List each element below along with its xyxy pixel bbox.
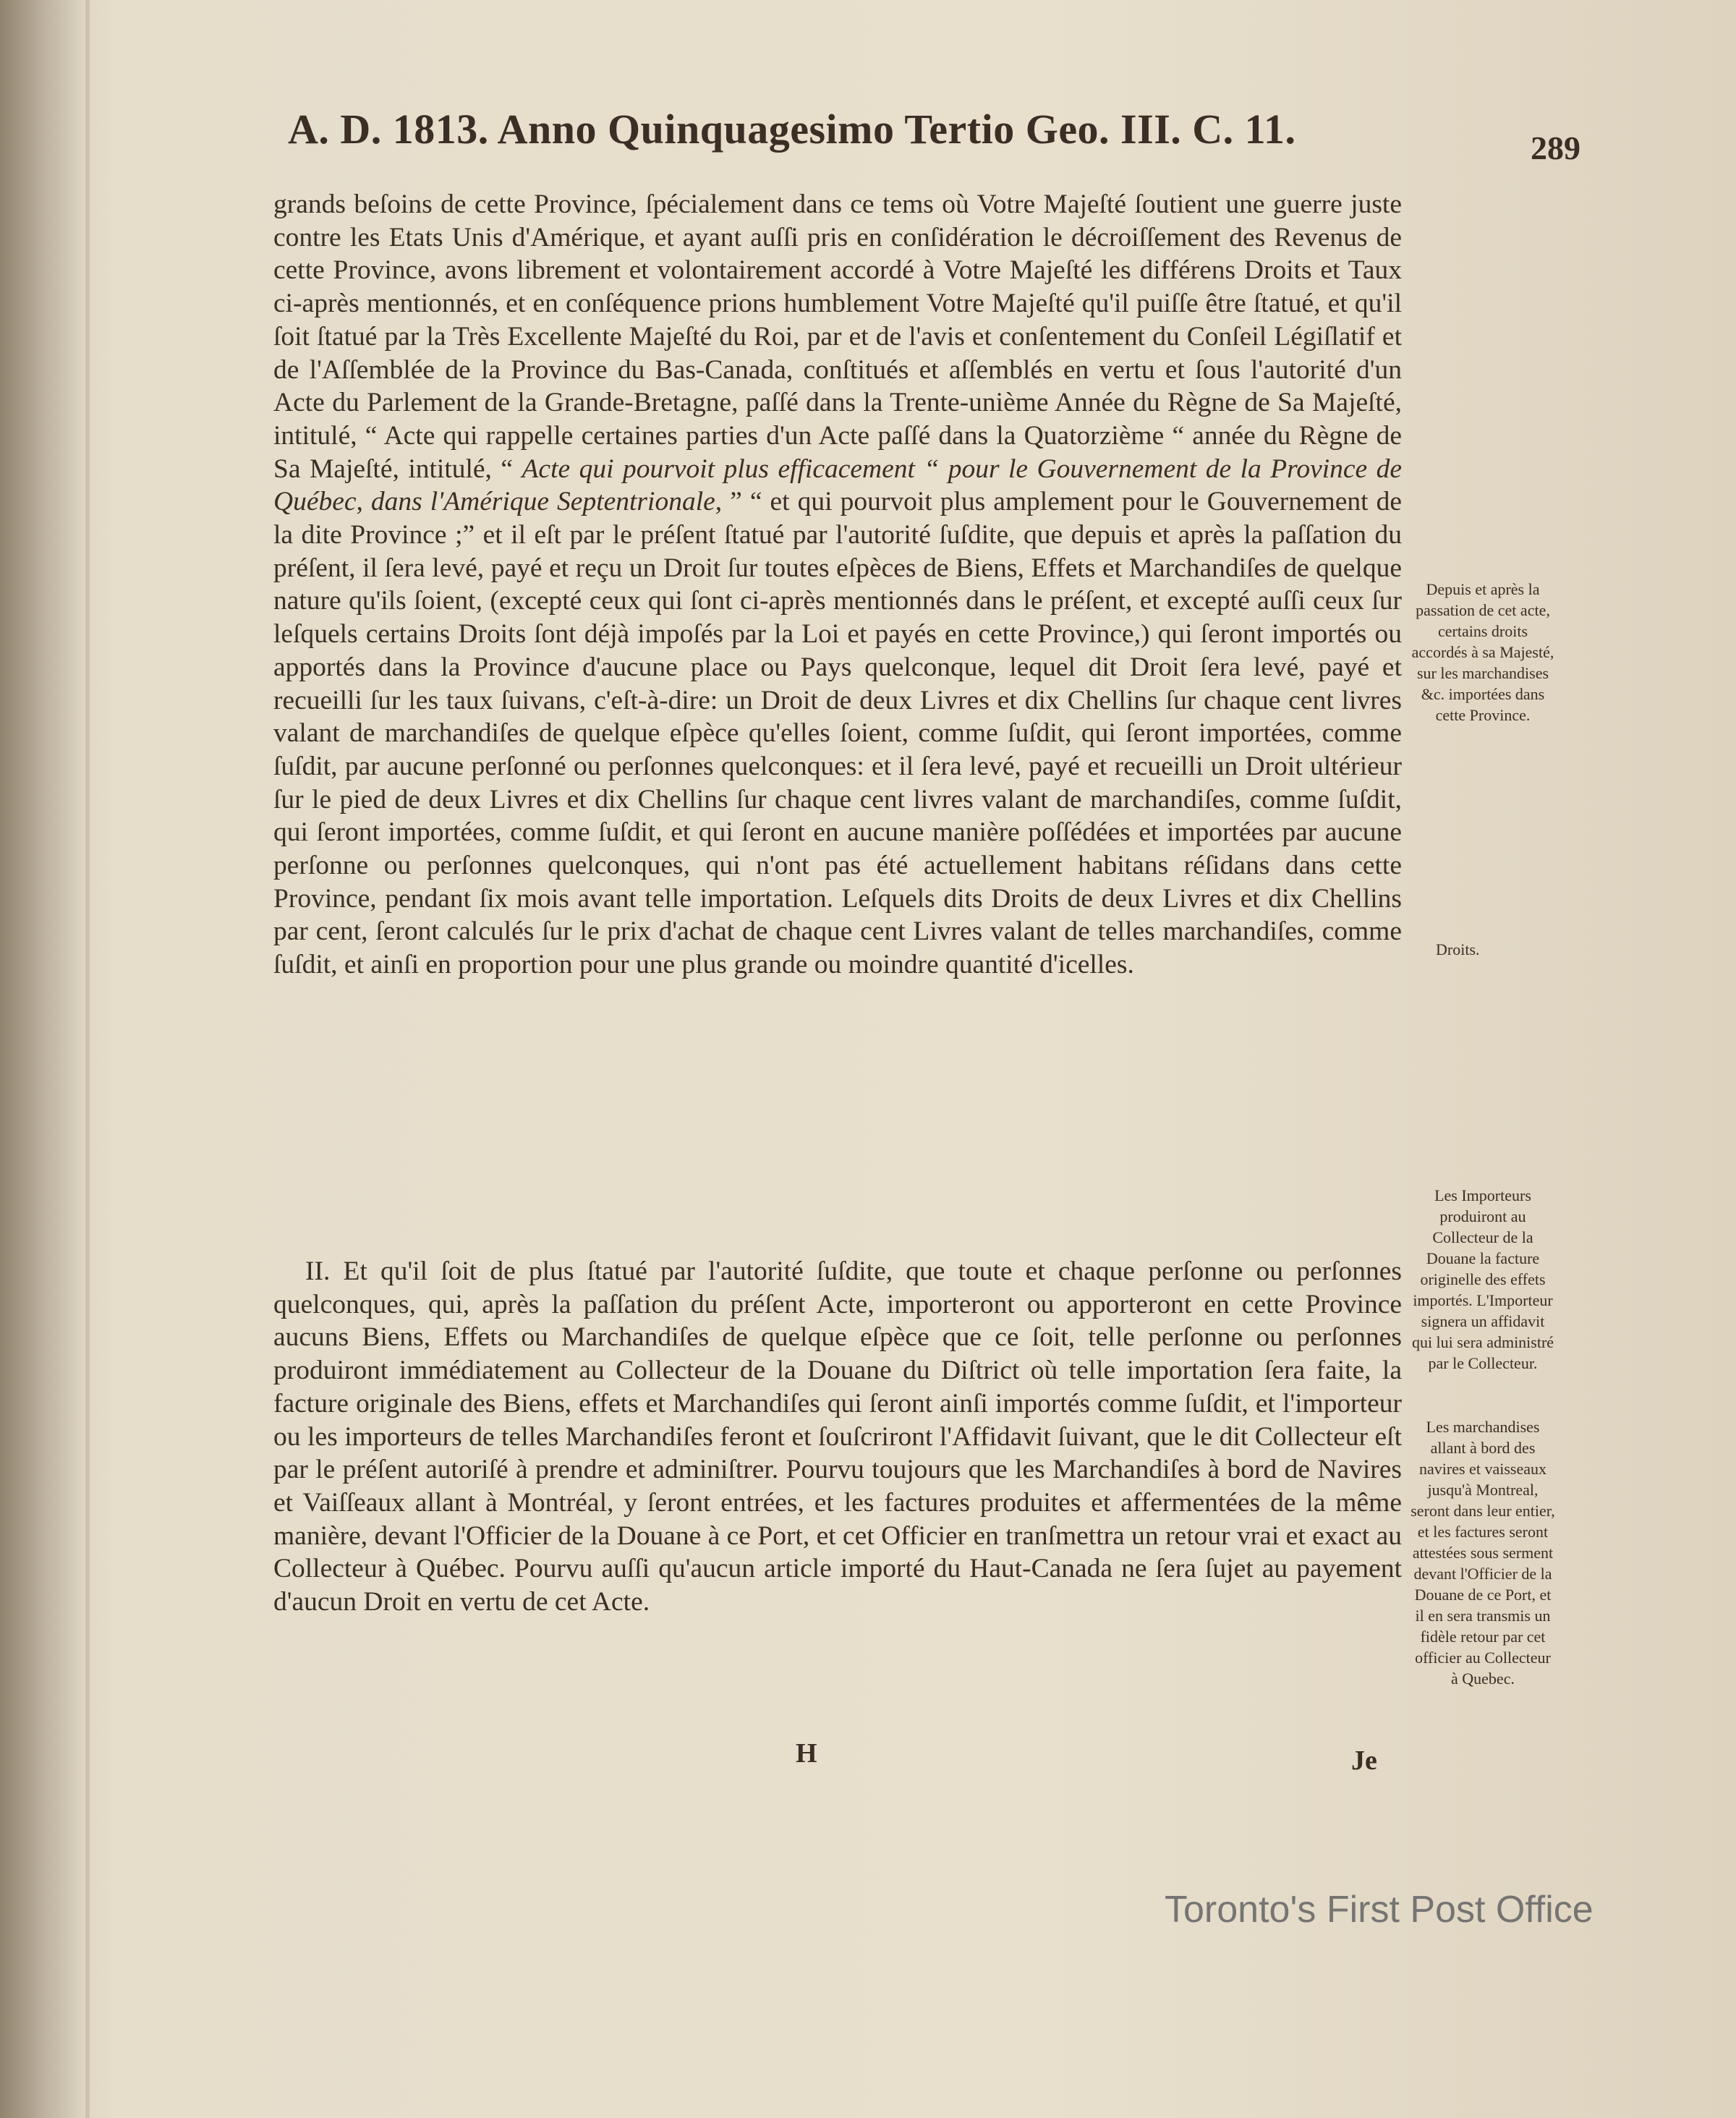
paragraph-1-text-a: grands beſoins de cette Province, ſpécialement dans ce tems où Votre Majeſté ſoutient une guerre juste contre les Etats Unis d'Amérique, et ayant auſſi pris en conſidération le décroiſſement des Revenus de cette Province, avons librement et volontairement accordé à Votre Majeſté les différens Droits et Taux ci-après mentionnés, et en conſéquence prions humblement Votre Majeſté qu'il puiſſe être ſtatué, et qu'il ſoit ſtatué par la Très Excellente Majeſté du Roi, par et de l'avis et conſentement du Conſeil Légiſlatif et de l'Aſſemblée de la Province du Bas-Canada, conſtitués et aſſemblés en vertu et ſous l'autorité d'un Acte du Parlement de la Grande-Bretagne, paſſé dans la Trente-unième Année du Règne de Sa Majeſté, intitulé, “ Acte qui rappelle certaines parties d'un Acte paſſé dans la Quatorzième “ année du Règne de Sa Majeſté, intitulé, “ (273, 190, 1402, 484)
binding-shadow (0, 0, 87, 2118)
catchword: Je (1351, 1745, 1377, 1776)
margin-note-montreal-ships: Les marchandises allant à bord des navires et vaisseaux jusqu'à Montreal, seront dans leur entier, et les factures seront attestées sous serment devant l'Officier de la Douane de ce Port, et il en sera transmis un fidèle retour par cet officier au Collecteur à Quebec. (1410, 1418, 1555, 1688)
running-head: A. D. 1813. Anno Quinquagesimo Tertio Geo. III. C. 11. (288, 106, 1296, 153)
page-fold-line (85, 0, 90, 2118)
margin-note-importers-invoice: Les Importeurs produiront au Collecteur de la Douane la facture originelle des effets importés. L'Importeur signera un affidavit qui lui sera administré par le Collecteur. (1411, 1186, 1554, 1372)
margin-note-duties-granted: Depuis et après la passation de cet acte, certains droits accordés à sa Majesté, sur les marchandises &c. importées dans cette Province. (1411, 580, 1554, 724)
body-paragraph-2: II. Et qu'il ſoit de plus ſtatué par l'autorité ſuſdite, que toute et chaque perſonne ou perſonnes quelconques, qui, après la paſſation du préſent Acte, importeront ou apporteront en cette Province aucuns Biens, Effets ou Marchandiſes de quelque eſpèce que ce ſoit, telle perſonne ou perſonnes produiront immédiatement au Collecteur de la Douane du Diſtrict où telle importation ſera faite, la facture originale des Biens, effets et Marchandiſes qui ſeront ainſi importés comme ſuſdit, et l'importeur ou les importeurs de telles Marchandiſes feront et ſouſcriront l'Affidavit ſuivant, que le dit Collecteur eſt par le préſent autoriſé à prendre et adminiſtrer. Pourvu toujours que les Marchandiſes à bord de Navires et Vaiſſeaux allant à Montréal, y ſeront entrées, et les factures produites et affermentées de la même manière, devant l'Officier de la Douane à ce Port, et cet Officier en tranſmettra un retour vrai et exact au Collecteur à Québec. Pourvu auſſi qu'aucun article importé du Haut-Canada ne ſera ſujet au payement d'aucun Droit en vertu de cet Acte. (273, 1256, 1402, 1617)
page-number: 289 (1531, 129, 1580, 166)
paragraph-1-text-b: ” “ et qui pourvoit plus amplement pour le Gouvernement de la dite Province ;” et il eſt par le préſent ſtatué par l'autorité ſuſdite, que depuis et après la paſſation du préſent, il ſera levé, payé et reçu un Droit ſur toutes eſpèces de Biens, Effets et Marchandiſes de quelque nature qu'ils ſoient, (excepté ceux qui ſont ci-après mentionnés dans le préſent, et excepté auſſi ceux ſur leſquels certains Droits ſont déjà impoſés par la Loi et payés en cette Province,) qui ſeront importés ou apportés dans la Province d'aucune place ou Pays quelconque, lequel dit Droit ſera levé, payé et recueilli ſur les taux ſuivans, c'eſt-à-dire: un Droit de deux Livres et dix Chellins ſur chaque cent livres valant de marchandiſes de quelque eſpèce qu'elles ſoient, comme ſuſdit, qui ſeront importées, comme ſuſdit, par aucune perſonné ou perſonnes quelconques: et il ſera levé, payé et recueilli un Droit ultérieur ſur le pied de deux Livres et dix Chellins ſur chaque cent livres valant de marchandiſes, comme ſuſdit, qui ſeront importées, comme ſuſdit, et qui ſeront en aucune manière poſſédées et importées par aucune perſonne ou perſonnes quelconques, qui n'ont pas été actuellement habitans réſidans dans cette Province, pendant ſix mois avant telle importation. Leſquels dits Droits de deux Livres et dix Chellins par cent, ſeront calculés ſur le prix d'achat de chaque cent Livres valant de telles marchandiſes, comme ſuſdit, et ainſi en proportion pour une plus grande ou moindre quantité d'icelles. (273, 487, 1403, 980)
signature-mark: H (796, 1738, 817, 1769)
margin-note-droits: Droits. (1436, 940, 1480, 958)
paragraph-1-italic-quote: Acte qui pourvoit plus efficacement “ pour le Gouvernement de la Province de Québec, dans l'Amérique Septentrionale, (273, 454, 1403, 517)
body-paragraph-1 (273, 188, 1402, 982)
watermark-text: Toronto's First Post Office (1165, 1889, 1594, 1931)
